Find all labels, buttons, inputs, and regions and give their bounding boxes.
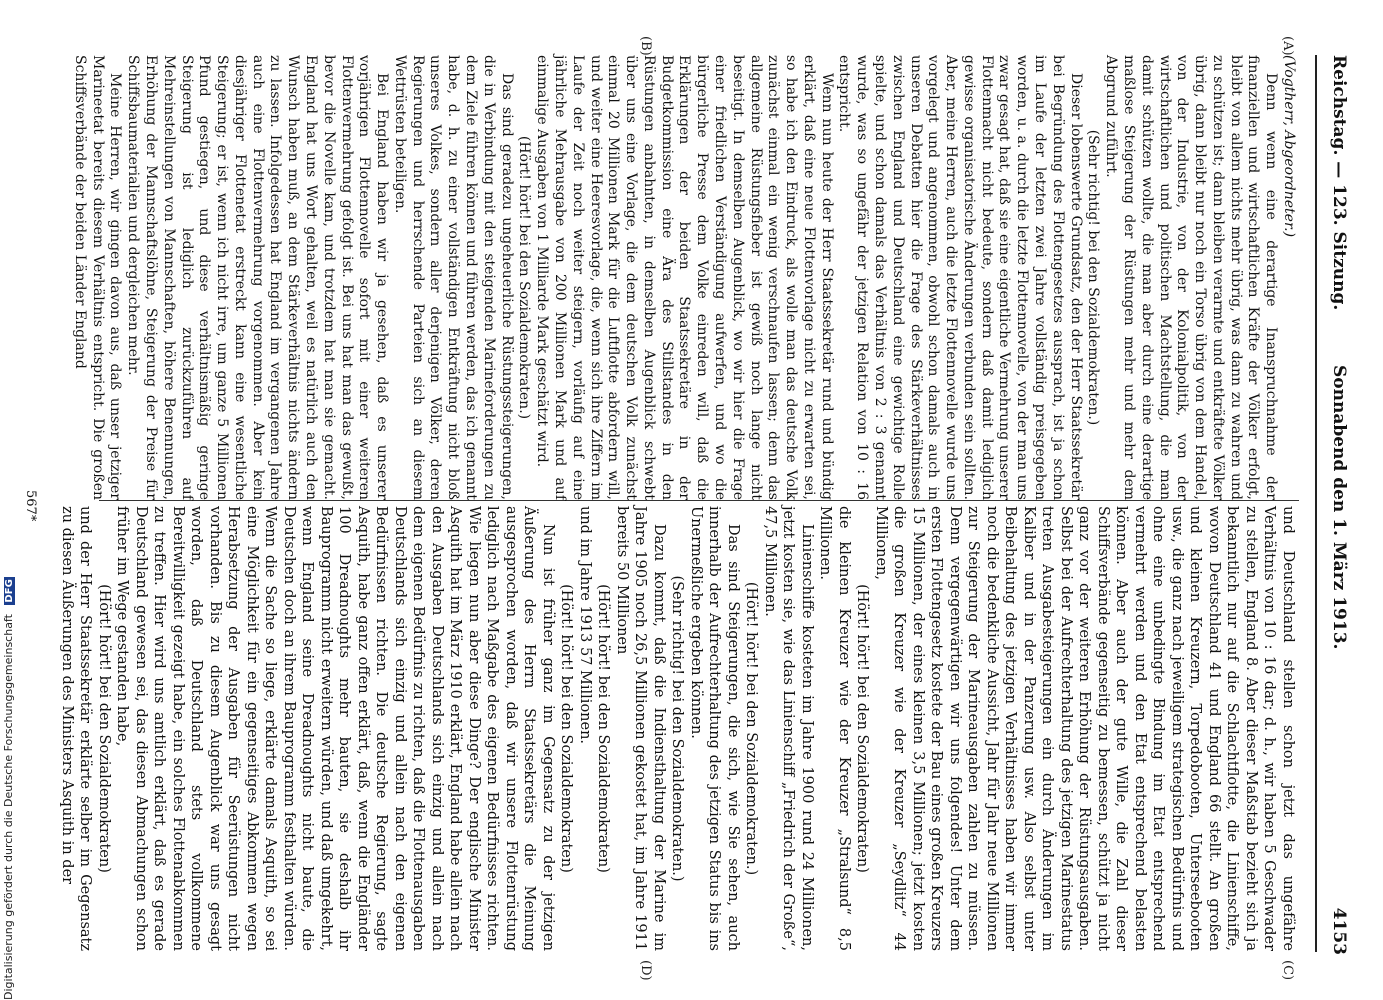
header-center: Sonnabend den 1. März 1913. (1329, 365, 1349, 650)
header-rule (1315, 55, 1317, 952)
digitization-credit (2, 577, 15, 1000)
margin-label-d: (D) (638, 960, 653, 981)
dfg-logo: DFG (4, 579, 15, 603)
paragraph: und Deutschland stellen schon jetzt das ungefähre Verhältnis von 10 : 16 dar; d. h., wir haben 5 Geschwader zu stellen, England 8. Aber dieser Maßstab bezieht sich ja bekanntlich nur auf die Schlachtflotte, die Linienschiffe, wovon Deutschland 41 und England 66 stellt. An großen und kleinen Kreuzern, Torpedobooten, Unterseebooten usw., die ganz nach jeweiligem strategischen Bedürfnis und ohne eine unbedingte Bindung im Etat entsprechend vermehrt werden und den Etat entsprechend belasten können. Aber auch der gute Wille, die Zahl dieser Schiffsverbände gegenseitig zu bemessen, schützt ja nicht ganz vor der weiteren Erhöhung der Rüstungsausgaben. Selbst bei der Aufrechterhaltung des jetzigen Marinestatus treten Ausgabesteigerungen ein durch Änderungen im Kaliber und in der Panzerung usw. Also selbst unter Beibehaltung des jetzigen Verhältnisses haben wir immer noch die bedenkliche Aussicht, Jahr für Jahr neue Millionen zur Steigerung der Marineausgaben zahlen zu müssen. Denn vergegenwärtigen wir uns folgendes! Unter dem ersten Flottengesetz kostete der Bau eines großen Kreuzers 15 Millionen, der eines kleinen 3,5 Millionen; jetzt kosten die großen Kreuzer wie der Kreuzer „Seydlitz“ 44 Millionen, (873, 506, 1296, 951)
footer-page-mark: 567* (23, 490, 38, 522)
paragraph: Dieser lobenswerte Grundsatz, den der Herr Staatssekretär bei Begründung des Flottengesetzes aussprach, ist ja schon im Laufe der letzten zwei Jahre vollständig preisgegeben worden, u. a. durch die letzte Flottennovelle, von der man uns zwar gesagt hat, daß sie eine eigentliche Vermehrung unserer Flottenmacht nicht bedeute, sondern daß damit lediglich gewisse organisatorische Änderungen verbunden sein sollten. Aber, meine Herren, auch die letzte Flottennovelle wurde uns vorgelegt und angenommen, obwohl schon damals auch in unseren Debatten hier die Frage des Stärkeverhältnisses zwischen England und Deutschland eine gewichtige Rolle spielte, und schon damals das Verhältnis von 2 : 3 genannt wurde, was so ungefähr der jetzigen Relation von 10 : 16 entspricht. (836, 55, 1084, 500)
paragraph: Bei England haben wir ja gesehen, daß es unserer vorjährigen Flottennovelle sofort mit einer weiteren Flottenvermehrung gefolgt ist. Bei uns hat man das gewußt, bevor die Novelle kam, und trotzdem hat man sie gemacht. England hat uns Wort gehalten, weil es natürlich auch den Wunsch haben muß, an dem Stärkeverhältnis nichts ändern zu lassen. Infolgedessen hat England im vergangenen Jahre auch eine Flottenvermehrung vorgenommen. Aber kein diesjähriger Flottenetat erstreckt kann eine wesentliche Steigerung; er ist, wenn ich nicht irre, um ganze 5 Millionen Pfund gestiegen, und diese verhältnismäßig geringe Steigerung ist lediglich zurückzuführen auf Mehreinstellungen von Mannschaften, höhere Benennungen, Erhöhung der Mannschaftslöhne, Steigerung der Preise für Schiffsbaumaterialien und dergleichen mehr. (125, 55, 391, 500)
paragraph: Nun ist früher ganz im Gegensatz zu der jetzigen Äußerung des Herrn Staatssekretärs die Meinung ausgesprochen worden, daß wir unsere Flottenrüstung lediglich nach Maßgabe des eigenen Bedürfnisses richten. Wie liegen nun aber diese Dinge? Der englische Minister Asquith hat im März 1910 erklärt, England habe allein nach den Ausgaben Deutschlands sich einzig und allein nach dem eigenen Bedürfnis zu richten, daß die Flottenausgaben Deutschlands sich einzig und allein nach den eigenen Bedürfnissen richten. Die deutsche Regierung, sagte Asquith, habe ganz offen erklärt, daß, wenn die Engländer 100 Dreadnoughts mehr bauten, sie deshalb ihr Bauprogramm nicht erweitern würden, und daß umgekehrt, wenn England seine Dreadnoughts nicht baute, die Deutschen doch an ihrem Bauprogramm festhalten würden. Wenn die Sache so liege, erklärte damals Asquith, so sei eine Möglichkeit für ein gegenseitiges Abkommen wegen Herabsetzung der Ausgaben für Seerüstungen nicht vorhanden. Bis zu diesem Augenblick war uns gesagt worden, daß Deutschland stets vollkommene Bereitwilligkeit gezeigt habe, ein solches Flottenabkommen zu treffen. Hier wird uns amtlich erklärt, daß es gerade Deutschland gewesen sei, das diesen Abmachungen schon früher im Wege gestanden habe, (114, 506, 556, 951)
paragraph: Denn wenn eine derartige Inanspruchnahme der finanziellen und wirtschaftlichen Kräfte der Völker erfolgt, bleibt von allem nichts mehr übrig, was dann zu wahren und zu schützen ist; dann bleiben verarmte und entkräftete Völker übrig, dann bleibt nur noch ein Torso übrig von dem Handel, von der Industrie, von der Kolonialpolitik, von der wirtschaftlichen und politischen Machtstellung, die man damit schützen wollte, die man aber durch eine derartige maßlose Steigerung der Rüstungen mehr und mehr dem Abgrund zuführt. (1103, 55, 1280, 500)
paragraph: und im Jahre 1913 57 Millionen. (577, 506, 593, 745)
paragraph: Wenn nun heute der Herr Staatssekretär rund und bündig erklärt, daß eine neue Flottenvorlage nicht zu erwarten sei, so habe ich den Eindruck, als wolle man das deutsche Volk zunächst einmal ein wenig verschnaufen lassen; denn das allgemeine Rüstungsfieber ist gewiß noch lange nicht beseitigt. In demselben Augenblick, wo wir hier die Frage einer friedlichen Verständigung aufwerfen, und wo die bürgerliche Presse dem Volke einreden will, daß die Erklärungen der beiden Staatssekretäre in der Budgetkommission eine Ära des Stillstandes in den Rüstungen anbahnten, in demselben Augenblick schwebt über uns eine Vorlage, die dem deutschen Volk zunächst einmal 20 Millionen Mark für die Luftflotte abfordern will, und weiter eine Heeresvorlage, die, wenn sich ihre Ziffern im Laufe der Zeit noch weiter steigern, vorläufig auf eine jährliche Mehrausgabe von 200 Millionen Mark und auf einmalige Ausgaben von 1 Milliarde Mark geschätzt wird. (534, 55, 835, 500)
header-left: Reichstag. — 123. Sitzung. (1329, 55, 1349, 311)
right-text-column (58, 506, 1298, 951)
paragraph: Das sind geradezu ungeheuerliche Rüstungssteigerungen, die in Verbindung mit den steigenden Marineforderungen zu dem Ziele führen können und führen werden, das ich genannt habe, d. h. zu einer vollständigen Entkräftung nicht bloß unseres Volkes, sondern aller derjenigen Völker, deren Regierungen und herrschende Parteien sich an diesem Wettrüsten beteiligen. (391, 55, 515, 500)
interjection: (Hört! hört! bei den Sozialdemokraten) (96, 584, 112, 873)
column-divider (99, 500, 1299, 501)
interjection: (Sehr richtig! bei den Sozialdemokraten.) (1085, 129, 1102, 426)
speaker-header: (Vogtherr, Abgeordneter.) (1281, 55, 1297, 238)
paragraph: die kleinen Kreuzer wie der Kreuzer „Stralsund“ 8,5 Millionen. (817, 506, 852, 951)
paragraph: und der Herr Staatssekretär erklärte selber im Gegensatz zu diesen Äußerungen des Ministers Asquith in der (59, 506, 94, 951)
paragraph: Meine Herren, wir gingen davon aus, daß unser jetziger Marineetat bereits diesem Verhältnis entspricht. Die großen Schiffsverbände der beiden Länder England (71, 55, 124, 500)
margin-label-a: (A) (1280, 36, 1295, 56)
running-header (1323, 55, 1349, 955)
paragraph: Das sind Steigerungen, die sich, wie Sie sehen, auch innerhalb der Aufrechterhaltung des jetzigen Status bis ins Unermeßliche ergeben können. (688, 506, 741, 951)
margin-label-c: (C) (1280, 960, 1295, 981)
interjection: (Hört! hört! bei den Sozialdemokraten) (854, 584, 871, 873)
left-text-column (70, 55, 1297, 500)
header-page-number: 4153 (1329, 907, 1349, 955)
interjection: (Hört! hört! bei den Sozialdemokraten.) (743, 581, 760, 876)
interjection: (Hört! hört! bei den Sozialdemokraten) (595, 584, 612, 873)
margin-label-b: (B) (638, 36, 653, 56)
interjection: (Hört! hört! bei den Sozialdemokraten.) (516, 135, 533, 420)
interjection: (Hört! hört! bei den Sozialdemokraten) (558, 584, 575, 873)
interjection: (Sehr richtig! bei den Sozialdemokraten.) (669, 575, 686, 882)
paragraph: Dazu kommt, daß die Indiensthaltung der Marine im Jahre 1905 noch 26,5 Millionen gekostet hat, im Jahre 1911 bereits 50 Millionen (614, 506, 667, 951)
paragraph: Linienschiffe kosteten im Jahre 1900 rund 24 Millionen, jetzt kosten sie, wie das Linienschiff „Friedrich der Große“, 47,5 Millionen. (762, 506, 815, 951)
credit-text: Digitalisierung gefördert durch die Deutsche Forschungsgemeinschaft (2, 614, 15, 1000)
